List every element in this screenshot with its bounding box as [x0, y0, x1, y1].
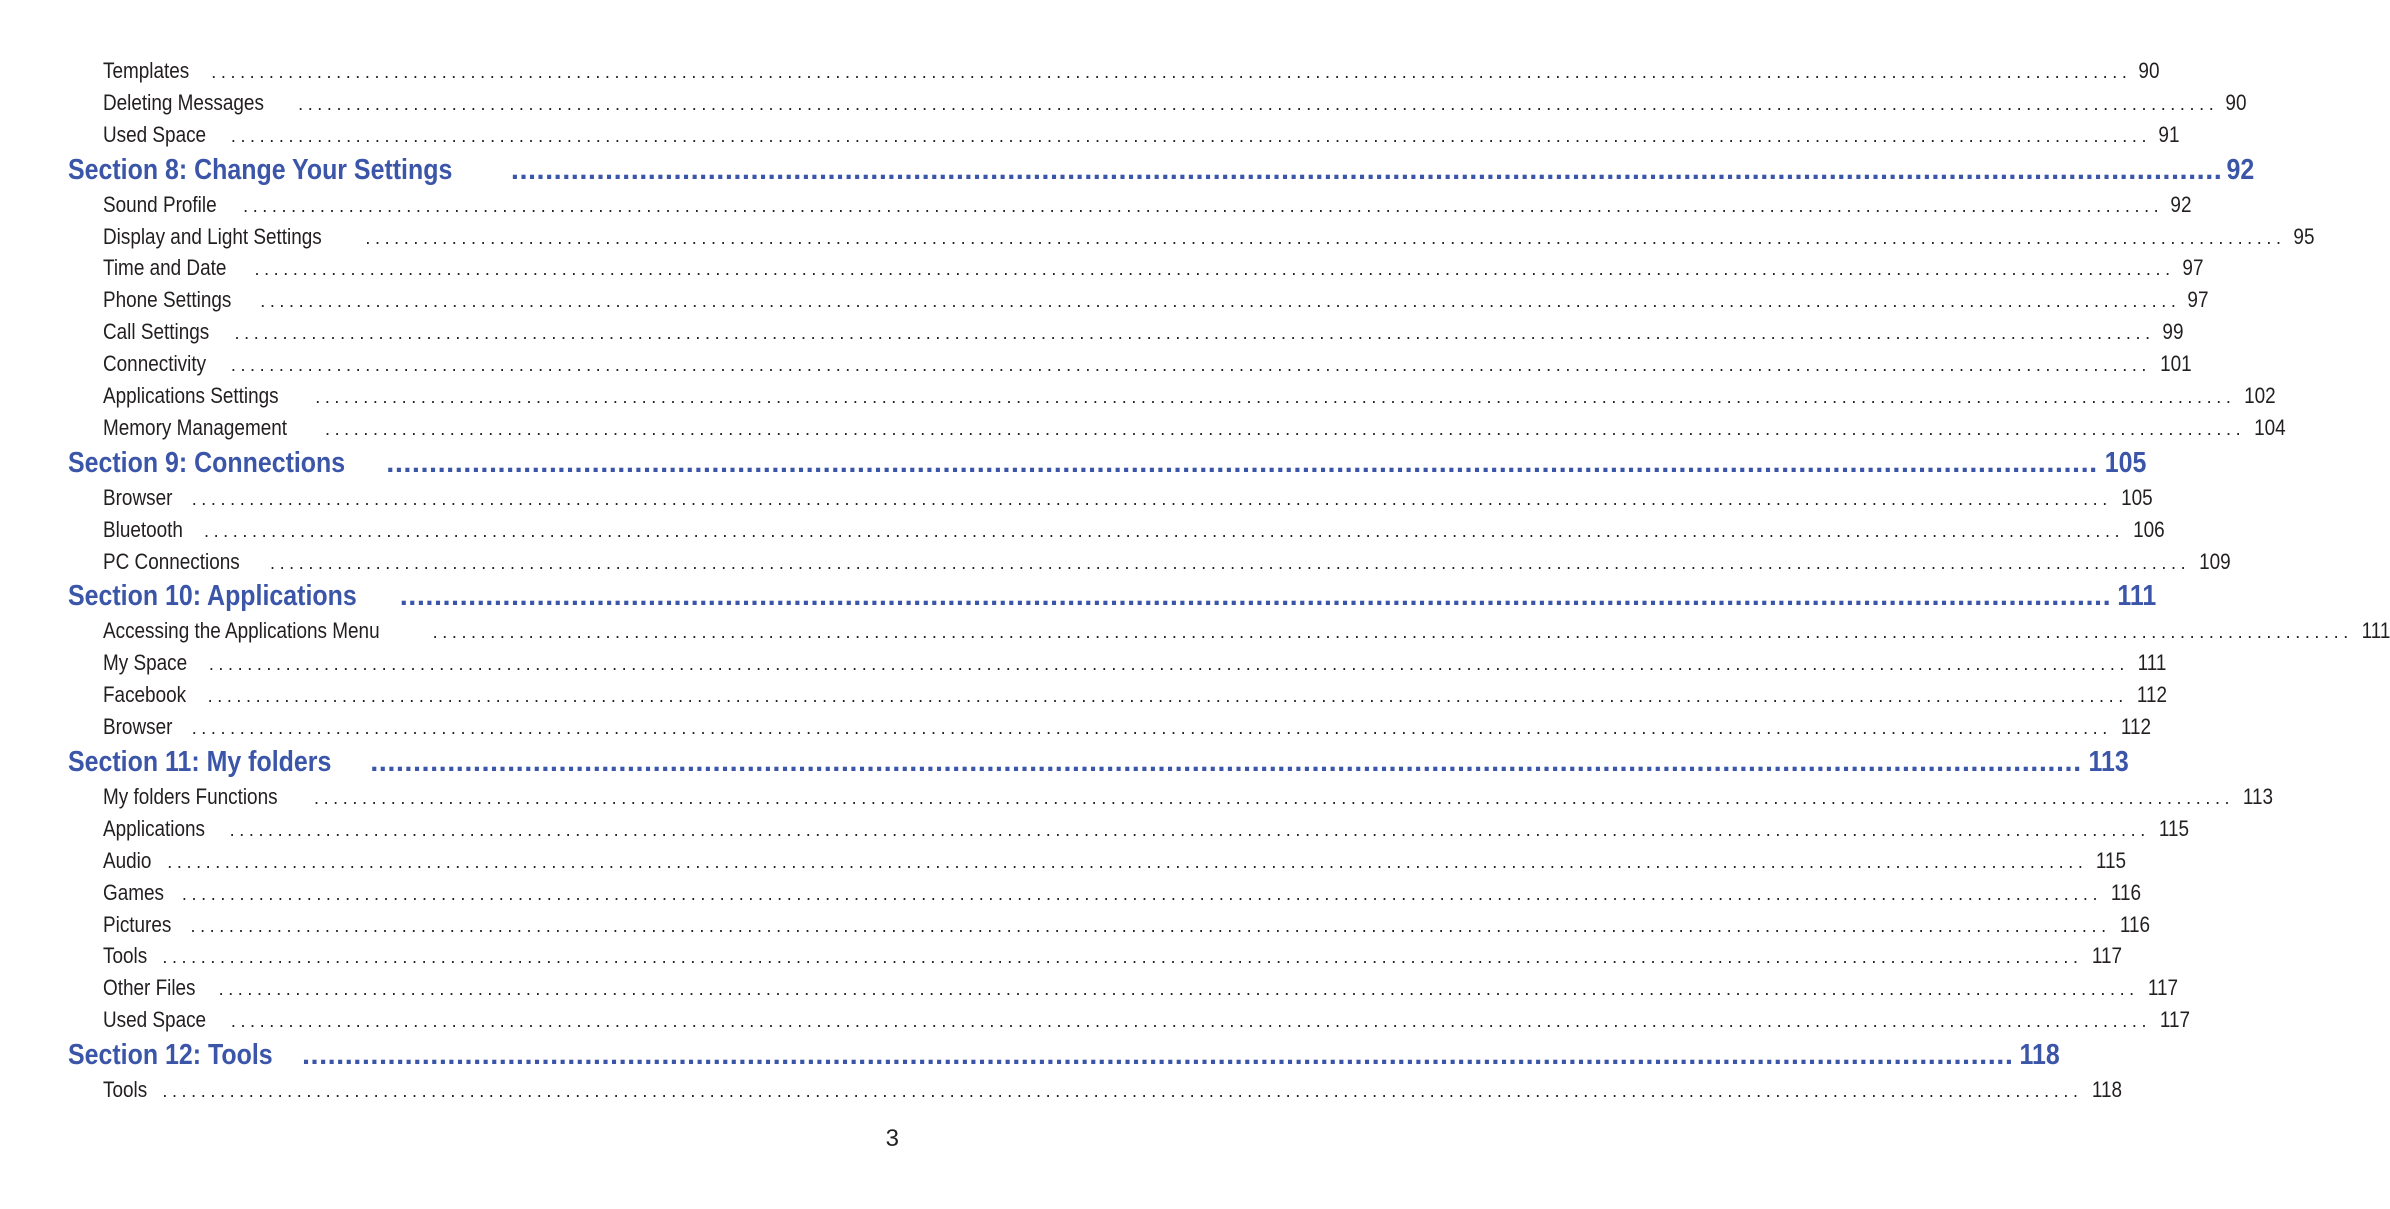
dot-leader: ........................................................................................................................................................................................................ — [315, 387, 2236, 408]
entry-title: Applications — [103, 815, 206, 841]
page-ref: 109 — [2199, 548, 2231, 574]
entry-title: Call Settings — [103, 319, 210, 345]
toc-entry[interactable] — [68, 412, 2286, 444]
section-title: Section 12: Tools — [68, 1039, 273, 1072]
page-ref: 92 — [2170, 191, 2192, 217]
toc-entry[interactable] — [68, 284, 2209, 316]
dot-leader: ........................................................................................................................................................................................................ — [254, 259, 2175, 280]
toc-entry[interactable] — [68, 348, 2192, 380]
toc-entry[interactable] — [68, 55, 2160, 87]
entry-title: Time and Date — [103, 255, 227, 281]
entry-title: Connectivity — [103, 351, 207, 377]
page-ref: 105 — [2121, 484, 2153, 510]
entry-title: My folders Functions — [103, 784, 278, 810]
page-ref: 112 — [2136, 682, 2167, 708]
dot-leader: ........................................................................................................................................................................................................ — [218, 979, 2139, 1000]
dot-leader: ........................................................................................................................................................................................................ — [324, 418, 2246, 439]
page-ref: 90 — [2225, 89, 2247, 115]
dot-leader: ........................................................................................................................................................................................................ — [181, 883, 2103, 904]
dot-leader: ........................................................................................................................................................................................................ — [260, 291, 2181, 312]
entry-title: Pictures — [103, 911, 172, 937]
toc-entry[interactable] — [68, 119, 2180, 151]
page-ref: 116 — [2111, 879, 2142, 905]
page-ref: 117 — [2091, 943, 2122, 969]
toc-entry[interactable] — [68, 813, 2189, 845]
page-ref: 102 — [2244, 383, 2277, 409]
page-ref: 97 — [2187, 287, 2209, 313]
dot-leader: ........................................................................................................................................................................................................ — [298, 93, 2219, 114]
toc-entry[interactable] — [68, 316, 2184, 348]
dot-leader: ........................................................................................................................................................................................................ — [370, 746, 2082, 779]
page-ref: 90 — [2138, 58, 2160, 83]
dot-leader: ........................................................................................................................................................................................................ — [243, 195, 2164, 216]
toc-entry[interactable] — [68, 679, 2167, 711]
dot-leader: ........................................................................................................................................................................................................ — [386, 446, 2098, 479]
page-ref: 101 — [2160, 351, 2192, 377]
section-title: Section 11: My folders — [68, 746, 332, 779]
entry-title: Display and Light Settings — [103, 223, 322, 249]
entry-title: Memory Management — [103, 414, 288, 440]
dot-leader: ........................................................................................................................................................................................................ — [203, 520, 2125, 541]
dot-leader: ........................................................................................................................................................................................................ — [301, 1039, 2014, 1072]
entry-title: PC Connections — [103, 548, 240, 574]
table-of-contents — [68, 55, 2390, 1106]
dot-leader: ........................................................................................................................................................................................................ — [230, 125, 2152, 146]
toc-entry[interactable] — [68, 189, 2192, 221]
dot-leader: ........................................................................................................................................................................................................ — [208, 654, 2130, 675]
page-ref: 117 — [2159, 1007, 2191, 1033]
dot-leader: ........................................................................................................................................................................................................ — [230, 1011, 2152, 1032]
toc-entry[interactable] — [68, 940, 2122, 972]
page-ref: 97 — [2182, 255, 2204, 281]
page-ref: 92 — [2226, 153, 2255, 186]
toc-entry[interactable] — [68, 615, 2390, 647]
toc-entry[interactable] — [68, 221, 2315, 253]
dot-leader: ........................................................................................................................................................................................................ — [211, 62, 2132, 82]
toc-entry[interactable] — [68, 546, 2231, 578]
entry-title: Used Space — [103, 1007, 207, 1033]
toc-section-heading[interactable] — [68, 151, 2255, 189]
dot-leader: ........................................................................................................................................................................................................ — [167, 851, 2088, 872]
section-title: Section 8: Change Your Settings — [68, 153, 453, 186]
toc-entry[interactable] — [68, 711, 2151, 743]
entry-title: Accessing the Applications Menu — [103, 618, 380, 644]
dot-leader: ........................................................................................................................................................................................................ — [510, 153, 2223, 186]
page-ref: 91 — [2158, 121, 2180, 147]
toc-entry[interactable] — [68, 380, 2277, 412]
dot-leader: ........................................................................................................................................................................................................ — [229, 819, 2150, 840]
dot-leader: ........................................................................................................................................................................................................ — [230, 355, 2152, 376]
page-ref: 116 — [2119, 911, 2150, 937]
page-ref: 117 — [2147, 975, 2178, 1001]
entry-title: My Space — [103, 650, 188, 676]
entry-title: Other Files — [103, 975, 196, 1001]
entry-title: Tools — [103, 1077, 148, 1103]
dot-leader: ........................................................................................................................................................................................................ — [191, 488, 2112, 509]
page-ref: 99 — [2162, 319, 2184, 345]
entry-title: Used Space — [103, 121, 207, 147]
section-title: Section 9: Connections — [68, 446, 346, 479]
toc-entry[interactable] — [68, 972, 2178, 1004]
toc-section-heading[interactable] — [68, 444, 2147, 482]
page-number: 3 — [885, 1125, 899, 1152]
entry-title: Browser — [103, 484, 173, 510]
dot-leader: ........................................................................................................................................................................................................ — [191, 718, 2112, 739]
entry-title: Audio — [103, 847, 152, 873]
dot-leader: ........................................................................................................................................................................................................ — [313, 788, 2235, 809]
toc-entry[interactable] — [68, 877, 2142, 909]
page-ref: 106 — [2133, 516, 2165, 542]
dot-leader: ........................................................................................................................................................................................................ — [399, 580, 2112, 613]
page-ref: 118 — [2019, 1039, 2061, 1072]
entry-title: Sound Profile — [103, 191, 217, 217]
toc-entry[interactable] — [68, 514, 2165, 546]
entry-title: Templates — [103, 58, 190, 83]
toc-entry[interactable] — [68, 1074, 2122, 1106]
toc-entry[interactable] — [68, 845, 2127, 877]
entry-title: Facebook — [103, 682, 187, 708]
page-ref: 113 — [2088, 746, 2129, 779]
entry-title: Games — [103, 879, 164, 905]
dot-leader: ........................................................................................................................................................................................................ — [190, 915, 2111, 936]
toc-entry[interactable] — [68, 1004, 2191, 1036]
page-ref: 115 — [2158, 815, 2189, 841]
dot-leader: ........................................................................................................................................................................................................ — [207, 686, 2128, 707]
page-ref: 113 — [2243, 784, 2274, 810]
entry-title: Applications Settings — [103, 383, 279, 409]
page-ref: 104 — [2254, 414, 2286, 440]
toc-section-heading[interactable] — [68, 1036, 2061, 1074]
page-ref: 111 — [2137, 650, 2167, 676]
entry-title: Phone Settings — [103, 287, 232, 313]
page-ref: 112 — [2120, 714, 2151, 740]
toc-section-heading[interactable] — [68, 577, 2157, 615]
section-title: Section 10: Applications — [68, 580, 357, 613]
dot-leader: ........................................................................................................................................................................................................ — [162, 1081, 2083, 1102]
toc-entry[interactable] — [68, 781, 2274, 813]
page-ref: 111 — [2361, 618, 2390, 644]
toc-section-heading[interactable] — [68, 743, 2129, 781]
toc-entry[interactable] — [68, 482, 2153, 514]
entry-title: Bluetooth — [103, 516, 183, 542]
page-ref: 111 — [2117, 580, 2157, 613]
dot-leader: ........................................................................................................................................................................................................ — [162, 947, 2083, 968]
entry-title: Tools — [103, 943, 148, 969]
page-ref: 95 — [2293, 223, 2315, 249]
page-ref: 115 — [2096, 847, 2127, 873]
toc-entry[interactable] — [68, 647, 2167, 679]
entry-title: Deleting Messages — [103, 89, 264, 115]
page-ref: 118 — [2091, 1077, 2122, 1103]
toc-entry[interactable] — [68, 909, 2150, 941]
dot-leader: ........................................................................................................................................................................................................ — [269, 552, 2191, 573]
toc-entry[interactable] — [68, 252, 2204, 284]
dot-leader: ........................................................................................................................................................................................................ — [432, 622, 2353, 643]
entry-title: Browser — [103, 714, 173, 740]
toc-entry[interactable] — [68, 87, 2247, 119]
dot-leader: ........................................................................................................................................................................................................ — [365, 227, 2286, 248]
page-ref: 105 — [2104, 446, 2147, 479]
dot-leader: ........................................................................................................................................................................................................ — [234, 323, 2155, 344]
